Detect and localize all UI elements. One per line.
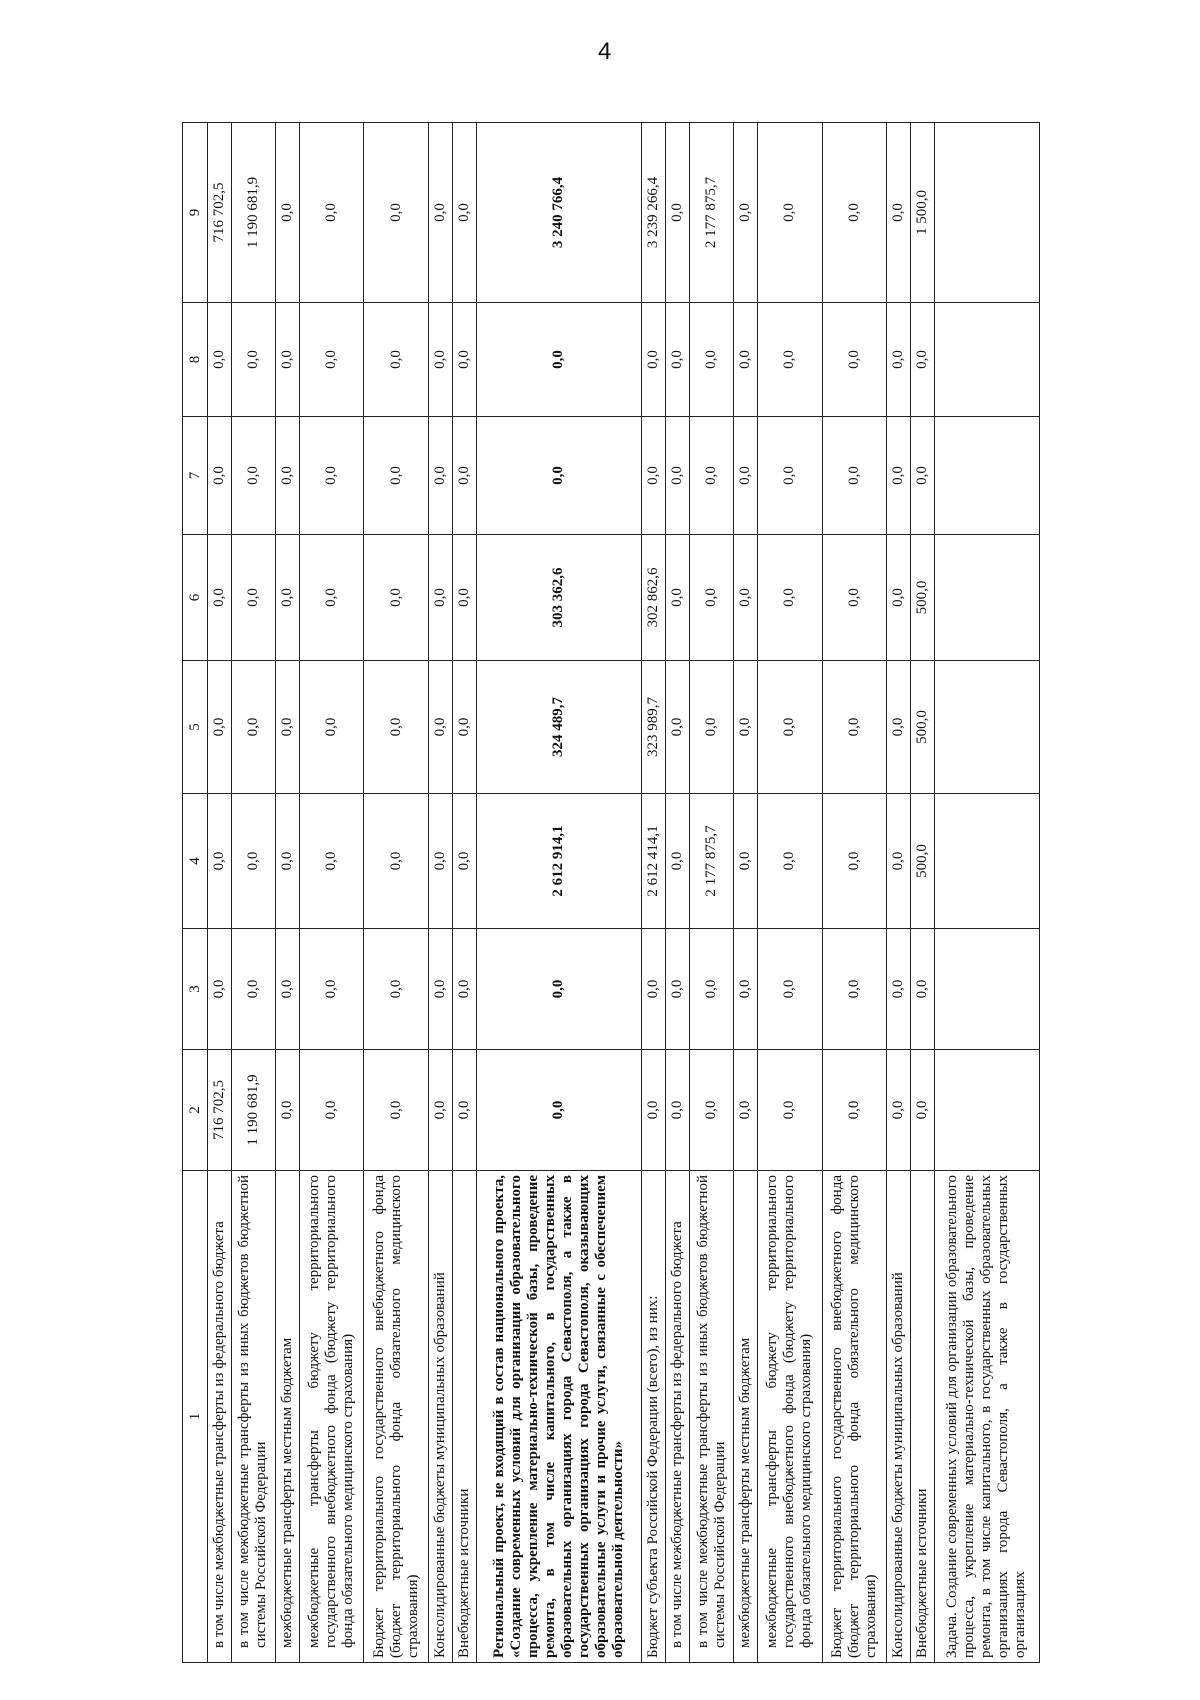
value-cell: 0,0 bbox=[208, 303, 232, 417]
value-cell: 0,0 bbox=[887, 535, 911, 661]
rotated-table-container bbox=[182, 123, 1040, 1663]
value-cell: 0,0 bbox=[822, 535, 886, 661]
value-cell: 0,0 bbox=[666, 1050, 690, 1171]
table-row bbox=[758, 123, 822, 1663]
value-cell: 0,0 bbox=[642, 417, 666, 535]
value-cell: 0,0 bbox=[276, 123, 300, 303]
row-label: в том числе межбюджетные трансферты из иных бюджетов бюджетной системы Российской Федерации bbox=[690, 1171, 734, 1663]
value-cell: 0,0 bbox=[910, 929, 934, 1050]
value-cell: 0,0 bbox=[428, 303, 452, 417]
table-row bbox=[690, 123, 734, 1663]
value-cell: 3 240 766,4 bbox=[476, 123, 642, 303]
value-cell: 0,0 bbox=[887, 794, 911, 929]
column-number-7: 7 bbox=[183, 417, 208, 535]
row-label: Бюджет территориального государственного внебюджетного фонда (бюджет территориального фонда обязательного медицинского страхования) bbox=[364, 1171, 428, 1663]
table-row bbox=[208, 123, 232, 1663]
table-row bbox=[910, 123, 934, 1663]
value-cell: 0,0 bbox=[910, 417, 934, 535]
value-cell: 0,0 bbox=[734, 661, 758, 794]
value-cell: 0,0 bbox=[822, 417, 886, 535]
row-label: Консолидированные бюджеты муниципальных образований bbox=[428, 1171, 452, 1663]
value-cell: 0,0 bbox=[208, 794, 232, 929]
value-cell: 323 989,7 bbox=[642, 661, 666, 794]
value-cell: 2 177 875,7 bbox=[690, 794, 734, 929]
value-cell: 1 190 681,9 bbox=[231, 123, 275, 303]
value-cell: 0,0 bbox=[276, 794, 300, 929]
value-cell: 0,0 bbox=[476, 929, 642, 1050]
column-number-3: 3 bbox=[183, 929, 208, 1050]
value-cell: 0,0 bbox=[231, 794, 275, 929]
row-label: межбюджетные трансферты бюджету территориального государственного внебюджетного фонда (бюджету территориального фонда обязательного медицинского страхования) bbox=[758, 1171, 822, 1663]
column-number-6: 6 bbox=[183, 535, 208, 661]
column-number-2: 2 bbox=[183, 1050, 208, 1171]
value-cell: 0,0 bbox=[364, 929, 428, 1050]
value-cell: 0,0 bbox=[231, 417, 275, 535]
value-cell: 0,0 bbox=[428, 929, 452, 1050]
value-cell: 0,0 bbox=[364, 1050, 428, 1171]
value-cell: 0,0 bbox=[758, 417, 822, 535]
value-cell bbox=[934, 123, 1039, 303]
value-cell: 0,0 bbox=[666, 417, 690, 535]
value-cell: 0,0 bbox=[822, 794, 886, 929]
value-cell: 0,0 bbox=[428, 661, 452, 794]
value-cell: 0,0 bbox=[452, 535, 476, 661]
value-cell: 0,0 bbox=[822, 123, 886, 303]
row-label: Бюджет субъекта Российской Федерации (всего), из них: bbox=[642, 1171, 666, 1663]
value-cell: 0,0 bbox=[208, 417, 232, 535]
value-cell: 0,0 bbox=[364, 794, 428, 929]
value-cell: 0,0 bbox=[734, 929, 758, 1050]
table-row bbox=[364, 123, 428, 1663]
value-cell: 716 702,5 bbox=[208, 123, 232, 303]
value-cell: 0,0 bbox=[758, 1050, 822, 1171]
value-cell: 0,0 bbox=[299, 303, 363, 417]
table-row bbox=[452, 123, 476, 1663]
value-cell: 0,0 bbox=[476, 303, 642, 417]
value-cell: 0,0 bbox=[299, 535, 363, 661]
row-label: в том числе межбюджетные трансферты из федерального бюджета bbox=[666, 1171, 690, 1663]
value-cell: 0,0 bbox=[299, 929, 363, 1050]
value-cell: 0,0 bbox=[231, 535, 275, 661]
value-cell: 0,0 bbox=[276, 929, 300, 1050]
value-cell: 0,0 bbox=[887, 1050, 911, 1171]
column-number-4: 4 bbox=[183, 794, 208, 929]
table-row bbox=[231, 123, 275, 1663]
value-cell: 0,0 bbox=[666, 929, 690, 1050]
value-cell: 0,0 bbox=[642, 929, 666, 1050]
value-cell: 0,0 bbox=[276, 661, 300, 794]
value-cell: 0,0 bbox=[276, 535, 300, 661]
value-cell: 0,0 bbox=[452, 1050, 476, 1171]
value-cell: 0,0 bbox=[758, 661, 822, 794]
column-number-row bbox=[183, 123, 208, 1663]
value-cell: 0,0 bbox=[452, 123, 476, 303]
value-cell: 302 862,6 bbox=[642, 535, 666, 661]
value-cell: 0,0 bbox=[910, 1050, 934, 1171]
value-cell: 0,0 bbox=[734, 303, 758, 417]
value-cell: 0,0 bbox=[734, 794, 758, 929]
value-cell: 0,0 bbox=[276, 303, 300, 417]
value-cell: 0,0 bbox=[734, 1050, 758, 1171]
value-cell: 0,0 bbox=[428, 1050, 452, 1171]
value-cell: 0,0 bbox=[476, 417, 642, 535]
value-cell bbox=[934, 661, 1039, 794]
table-row bbox=[666, 123, 690, 1663]
column-number-1: 1 bbox=[183, 1171, 208, 1663]
value-cell: 0,0 bbox=[299, 1050, 363, 1171]
row-label: Внебюджетные источники bbox=[910, 1171, 934, 1663]
row-label: Задача. Создание современных условий для организации образовательного процесса, укрепление материально-технической базы, проведение ремонта, в том числе капитального, в государственных образовательных организациях города Севастополя, а также в государственных организациях bbox=[934, 1171, 1039, 1663]
table-row bbox=[822, 123, 886, 1663]
row-label: Внебюджетные источники bbox=[452, 1171, 476, 1663]
value-cell: 0,0 bbox=[666, 794, 690, 929]
value-cell: 0,0 bbox=[822, 929, 886, 1050]
value-cell: 0,0 bbox=[822, 661, 886, 794]
table-row bbox=[734, 123, 758, 1663]
value-cell: 0,0 bbox=[690, 303, 734, 417]
value-cell: 0,0 bbox=[910, 303, 934, 417]
value-cell: 0,0 bbox=[476, 1050, 642, 1171]
table-row bbox=[642, 123, 666, 1663]
value-cell: 0,0 bbox=[666, 535, 690, 661]
table-row bbox=[887, 123, 911, 1663]
value-cell: 0,0 bbox=[666, 303, 690, 417]
value-cell bbox=[934, 929, 1039, 1050]
value-cell bbox=[934, 417, 1039, 535]
row-label: Консолидированные бюджеты муниципальных образований bbox=[887, 1171, 911, 1663]
value-cell bbox=[934, 794, 1039, 929]
value-cell: 0,0 bbox=[364, 661, 428, 794]
table-row bbox=[276, 123, 300, 1663]
row-label: межбюджетные трансферты местным бюджетам bbox=[734, 1171, 758, 1663]
value-cell: 0,0 bbox=[642, 303, 666, 417]
value-cell: 500,0 bbox=[910, 661, 934, 794]
row-label: в том числе межбюджетные трансферты из федерального бюджета bbox=[208, 1171, 232, 1663]
value-cell: 2 177 875,7 bbox=[690, 123, 734, 303]
value-cell bbox=[934, 1050, 1039, 1171]
value-cell: 0,0 bbox=[690, 1050, 734, 1171]
value-cell: 0,0 bbox=[364, 417, 428, 535]
column-number-5: 5 bbox=[183, 661, 208, 794]
table-row bbox=[428, 123, 452, 1663]
value-cell: 0,0 bbox=[428, 794, 452, 929]
value-cell: 0,0 bbox=[276, 417, 300, 535]
value-cell: 716 702,5 bbox=[208, 1050, 232, 1171]
value-cell: 3 239 266,4 bbox=[642, 123, 666, 303]
column-number-8: 8 bbox=[183, 303, 208, 417]
value-cell: 1 190 681,9 bbox=[231, 1050, 275, 1171]
value-cell: 0,0 bbox=[364, 123, 428, 303]
column-number-9: 9 bbox=[183, 123, 208, 303]
value-cell: 0,0 bbox=[758, 794, 822, 929]
value-cell: 0,0 bbox=[758, 929, 822, 1050]
value-cell: 0,0 bbox=[208, 661, 232, 794]
value-cell: 0,0 bbox=[690, 661, 734, 794]
value-cell: 0,0 bbox=[452, 929, 476, 1050]
value-cell: 0,0 bbox=[666, 123, 690, 303]
page-number: 4 bbox=[598, 38, 612, 65]
value-cell: 0,0 bbox=[299, 123, 363, 303]
value-cell: 0,0 bbox=[452, 794, 476, 929]
value-cell: 303 362,6 bbox=[476, 535, 642, 661]
value-cell: 0,0 bbox=[299, 794, 363, 929]
budget-table bbox=[182, 122, 1040, 1663]
row-label: межбюджетные трансферты бюджету территориального государственного внебюджетного фонда (бюджету территориального фонда обязательного медицинского страхования) bbox=[299, 1171, 363, 1663]
value-cell bbox=[934, 535, 1039, 661]
value-cell: 0,0 bbox=[734, 535, 758, 661]
value-cell: 0,0 bbox=[666, 661, 690, 794]
value-cell: 0,0 bbox=[642, 1050, 666, 1171]
row-label: Бюджет территориального государственного внебюджетного фонда (бюджет территориального фонда обязательного медицинского страхования) bbox=[822, 1171, 886, 1663]
value-cell: 0,0 bbox=[208, 535, 232, 661]
value-cell: 0,0 bbox=[231, 929, 275, 1050]
value-cell bbox=[934, 303, 1039, 417]
row-label: в том числе межбюджетные трансферты из иных бюджетов бюджетной системы Российской Федерации bbox=[231, 1171, 275, 1663]
table-row bbox=[934, 123, 1039, 1663]
value-cell: 0,0 bbox=[428, 123, 452, 303]
value-cell: 0,0 bbox=[364, 535, 428, 661]
value-cell: 0,0 bbox=[208, 929, 232, 1050]
value-cell: 0,0 bbox=[887, 123, 911, 303]
value-cell: 0,0 bbox=[428, 535, 452, 661]
value-cell: 0,0 bbox=[452, 417, 476, 535]
value-cell: 500,0 bbox=[910, 535, 934, 661]
value-cell: 0,0 bbox=[452, 303, 476, 417]
value-cell: 500,0 bbox=[910, 794, 934, 929]
value-cell: 0,0 bbox=[452, 661, 476, 794]
value-cell: 0,0 bbox=[364, 303, 428, 417]
value-cell: 2 612 414,1 bbox=[642, 794, 666, 929]
value-cell: 0,0 bbox=[758, 303, 822, 417]
value-cell: 0,0 bbox=[758, 123, 822, 303]
value-cell: 0,0 bbox=[690, 535, 734, 661]
table-row bbox=[299, 123, 363, 1663]
value-cell: 0,0 bbox=[758, 535, 822, 661]
value-cell: 0,0 bbox=[822, 303, 886, 417]
value-cell: 0,0 bbox=[887, 417, 911, 535]
value-cell: 1 500,0 bbox=[910, 123, 934, 303]
value-cell: 0,0 bbox=[822, 1050, 886, 1171]
value-cell: 0,0 bbox=[734, 417, 758, 535]
value-cell: 0,0 bbox=[690, 929, 734, 1050]
value-cell: 0,0 bbox=[428, 417, 452, 535]
value-cell: 2 612 914,1 bbox=[476, 794, 642, 929]
value-cell: 0,0 bbox=[887, 303, 911, 417]
value-cell: 0,0 bbox=[690, 417, 734, 535]
value-cell: 0,0 bbox=[299, 417, 363, 535]
value-cell: 0,0 bbox=[887, 929, 911, 1050]
value-cell: 324 489,7 bbox=[476, 661, 642, 794]
row-label: Региональный проект, не входящий в состав национального проекта, «Создание современных условий для организации образовательного процесса, укрепление материально-технической базы, проведение ремонта, в том числе капитального, в государственных образовательных организациях города Севастополя, а также в государственных организациях города Севастополя, оказывающих образовательные услуги и прочие услуги, связанные с обеспечением образовательной деятельности» bbox=[476, 1171, 642, 1663]
value-cell: 0,0 bbox=[734, 123, 758, 303]
table-row bbox=[476, 123, 642, 1663]
value-cell: 0,0 bbox=[887, 661, 911, 794]
value-cell: 0,0 bbox=[231, 661, 275, 794]
table-body bbox=[208, 123, 1040, 1663]
value-cell: 0,0 bbox=[231, 303, 275, 417]
value-cell: 0,0 bbox=[276, 1050, 300, 1171]
row-label: межбюджетные трансферты местным бюджетам bbox=[276, 1171, 300, 1663]
value-cell: 0,0 bbox=[299, 661, 363, 794]
